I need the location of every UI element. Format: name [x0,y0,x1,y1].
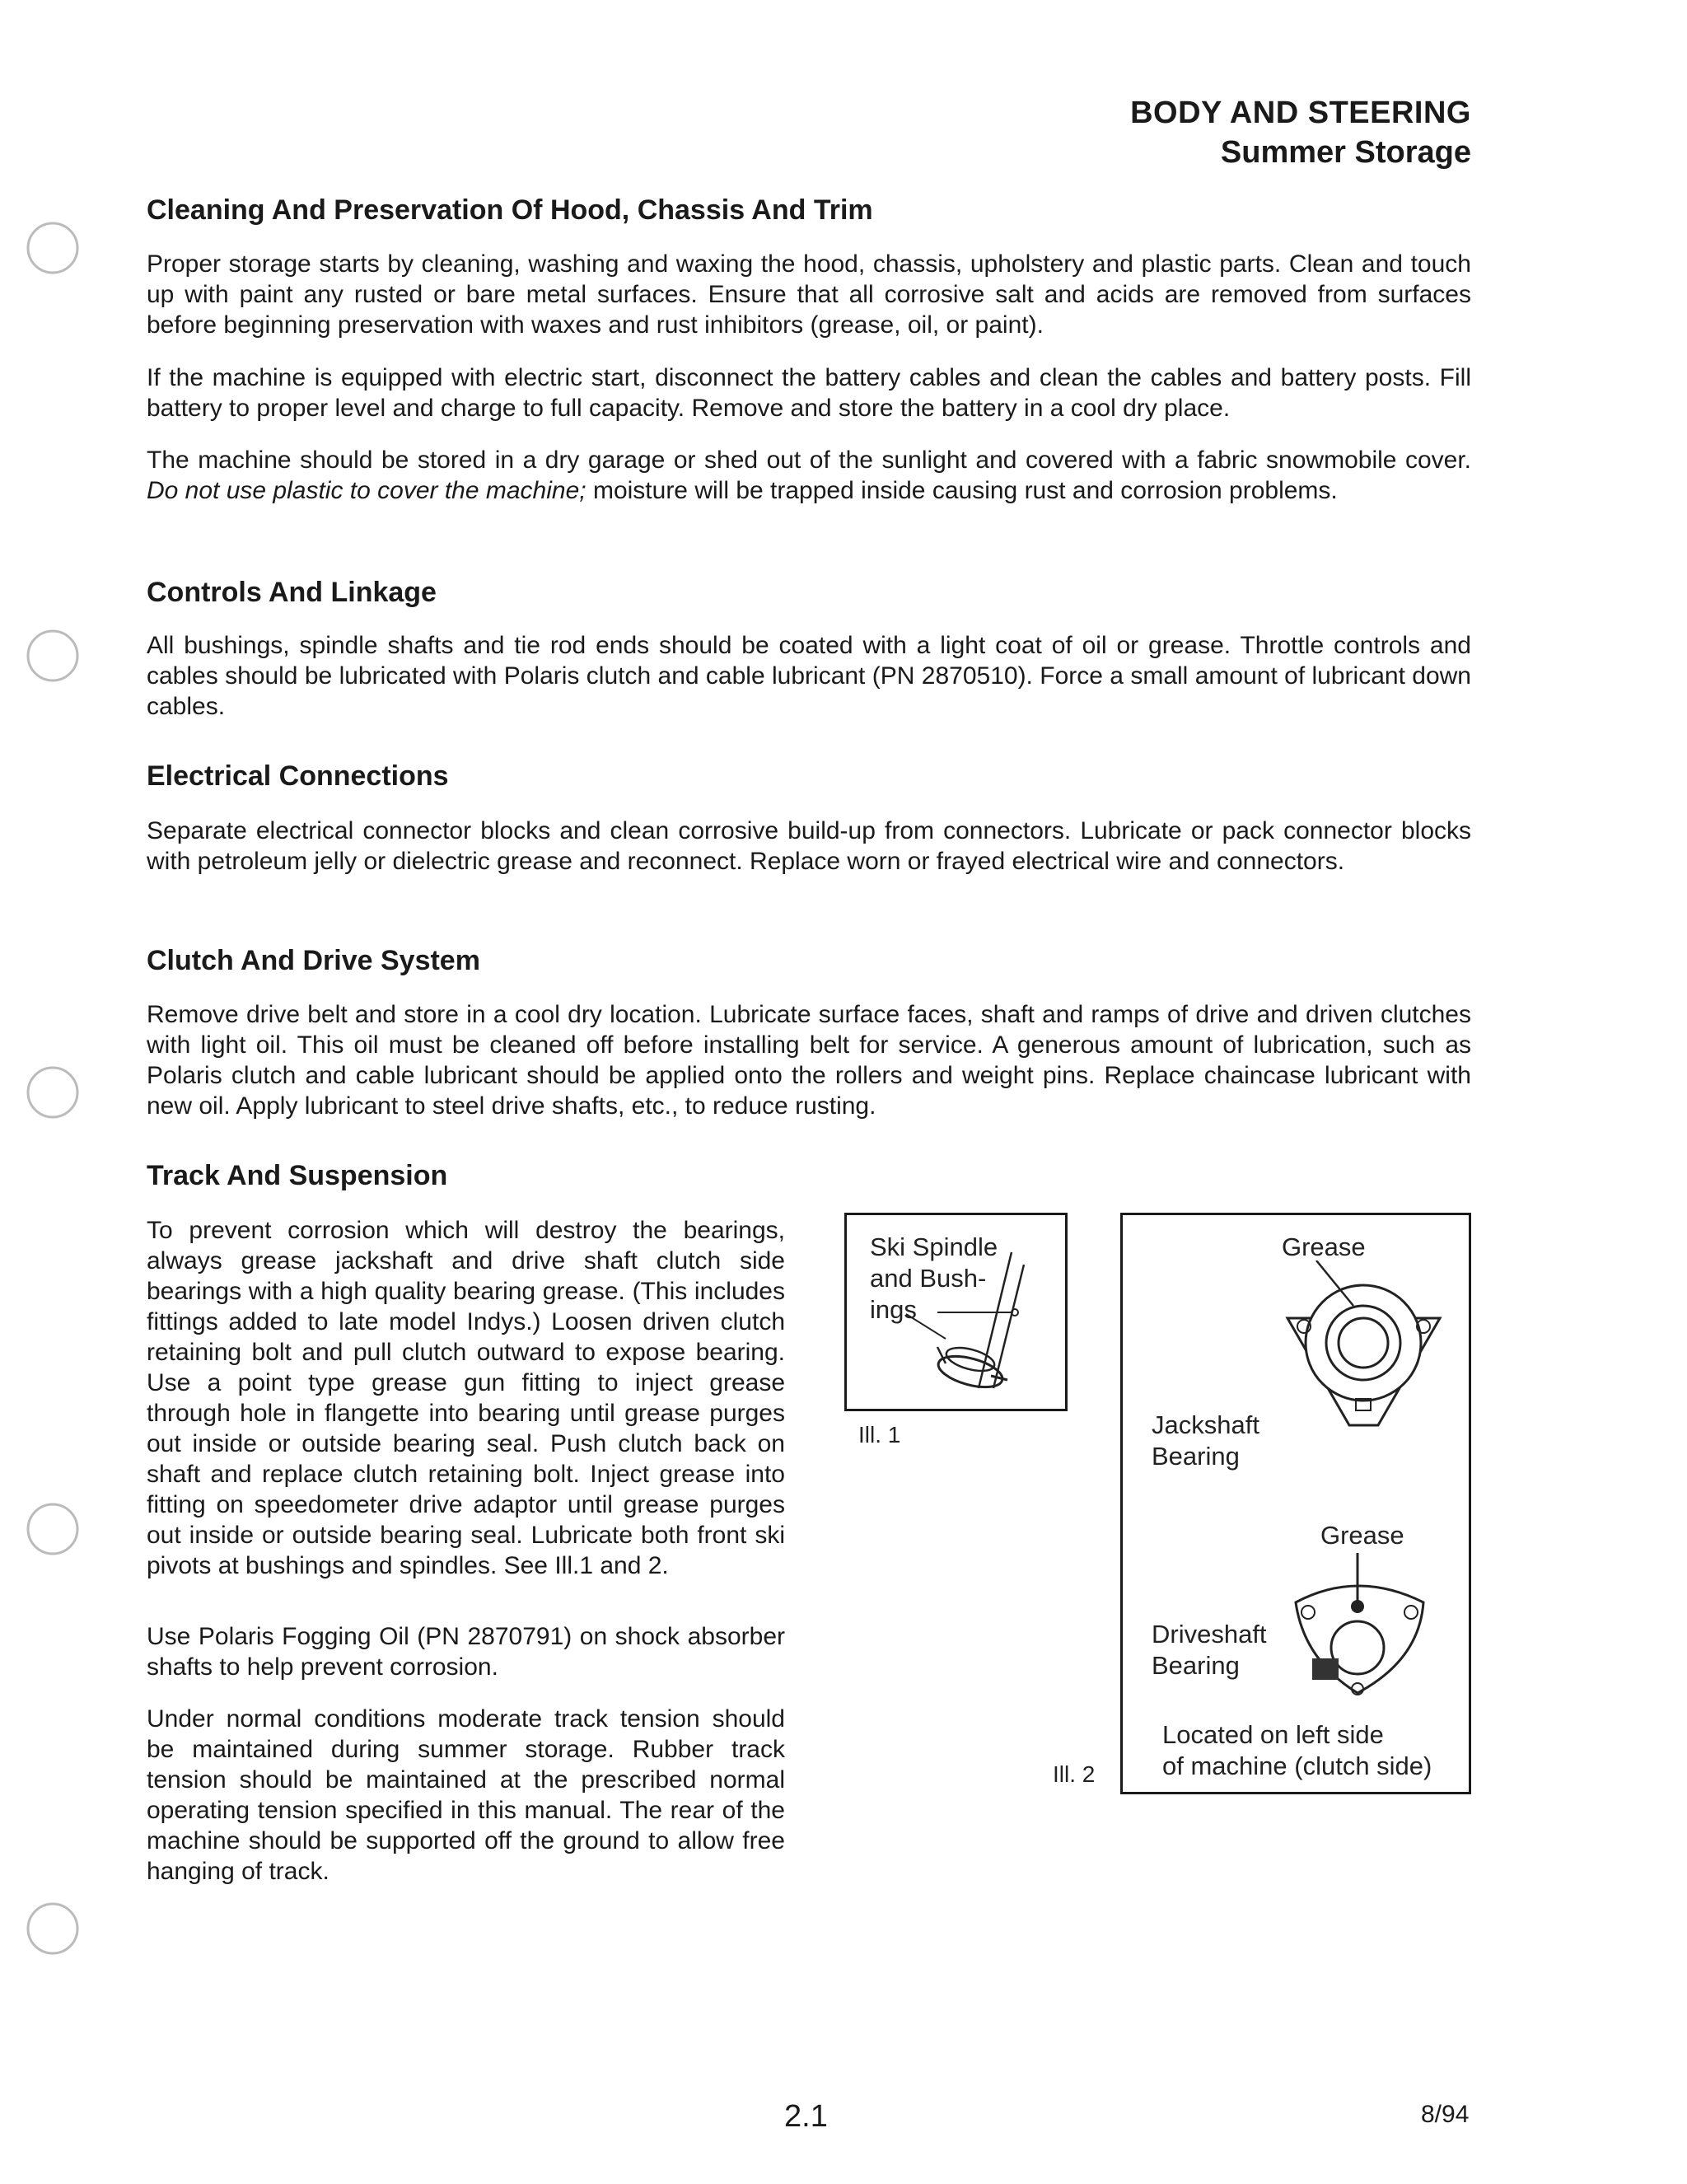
driveshaft-bearing-icon [1279,1553,1444,1705]
paragraph: Separate electrical connector blocks and clean corrosive build-up from connectors. Lubricate or pack connector blocks with petroleum jelly or dielectric grease and reconnect. Replace worn or frayed electrical wire and connectors. [147,817,1471,875]
page-number: 2.1 [784,2099,828,2134]
grease-label: Grease [1320,1521,1404,1550]
paragraph: If the machine is equipped with electric start, disconnect the battery cables and clean the cables and battery posts. Fill battery to proper level and charge to full capacity. Remove and store the battery in a cool dry place. [147,364,1471,422]
binder-hole [23,1899,82,1958]
section-heading: Clutch And Drive System [147,945,480,976]
subsection-title: Summer Storage [1220,135,1471,170]
section-heading: Electrical Connections [147,760,449,792]
section-heading: Cleaning And Preservation Of Hood, Chassis And Trim [147,194,873,226]
binder-hole [23,218,82,278]
figure-caption: Ill. 2 [1053,1761,1096,1787]
binder-hole [23,1499,82,1559]
location-note: Located on left side of machine (clutch side) [1162,1720,1432,1780]
paragraph: Under normal conditions moderate track tension should be maintained during summer storage. Rubber track tension should be maintained at the prescribed normal operating tension specified in this manual. The rear of the machine should be supported off the ground to allow free hanging of track. [147,1705,785,1885]
driveshaft-label: Driveshaft Bearing [1152,1620,1267,1680]
ski-spindle-icon [847,1215,1065,1409]
paragraph: Remove drive belt and store in a cool dry location. Lubricate surface faces, shaft and ramps of drive and driven clutches with light oil. This oil must be cleaned off before installing belt for service. A generous amount of lubrication, such as Polaris clutch and cable lubricant should be applied onto the rollers and weight pins. Replace chaincase lubricant with new oil. Apply lubricant to steel drive shafts, etc., to reduce rusting. [147,1001,1471,1120]
section-title: BODY AND STEERING [1130,96,1471,130]
jackshaft-bearing-icon [1271,1260,1460,1450]
figure-ill2 [1120,1213,1471,1794]
figure-caption: Ill. 1 [858,1422,901,1447]
emphasis-text: Do not use plastic to cover the machine; [147,477,586,504]
grease-label: Grease [1282,1232,1366,1261]
binder-hole [23,626,82,685]
paragraph: To prevent corrosion which will destroy the bearings, always grease jackshaft and drive shaft clutch side bearings with a high quality bearing grease. (This includes fittings added to late model Indys.) Loosen driven clutch retaining bolt and pull clutch outward to expose bearing. Use a point type grease gun fitting to inject grease through hole in flangette into bearing until grease purges out inside or outside bearing seal. Push clutch back on shaft and replace clutch retaining bolt. Inject grease into fitting on speedometer drive adaptor until grease purges out inside or outside bearing seal. Lubricate both front ski pivots at bushings and spindles. See Ill.1 and 2. [147,1217,785,1579]
paragraph: Proper storage starts by cleaning, washing and waxing the hood, chassis, upholstery and plastic parts. Clean and touch up with paint any rusted or bare metal surfaces. Ensure that all corrosive salt and acids are removed from surfaces before beginning preservation with waxes and rust inhibitors (grease, oil, or paint). [147,250,1471,339]
section-heading: Controls And Linkage [147,577,437,608]
paragraph: The machine should be stored in a dry garage or shed out of the sunlight and covered with a fabric snowmobile cover. Do not use plastic to cover the machine; moisture will be trapped inside causing rust and corrosion problems. [147,447,1471,504]
section-heading: Track And Suspension [147,1160,448,1191]
figure-ill1 [844,1213,1068,1411]
paragraph: All bushings, spindle shafts and tie rod ends should be coated with a light coat of oil or grease. Throttle controls and cables should be lubricated with Polaris clutch and cable lubricant (PN 2870510). Force a small amount of lubricant down cables. [147,632,1471,720]
figure-label: Ski Spindle and Bush- ings [870,1232,998,1324]
jackshaft-label: Jackshaft Bearing [1152,1410,1259,1471]
revision-date: 8/94 [1421,2101,1470,2128]
paragraph: Use Polaris Fogging Oil (PN 2870791) on shock absorber shafts to help prevent corrosion. [147,1623,785,1681]
binder-hole [23,1063,82,1122]
